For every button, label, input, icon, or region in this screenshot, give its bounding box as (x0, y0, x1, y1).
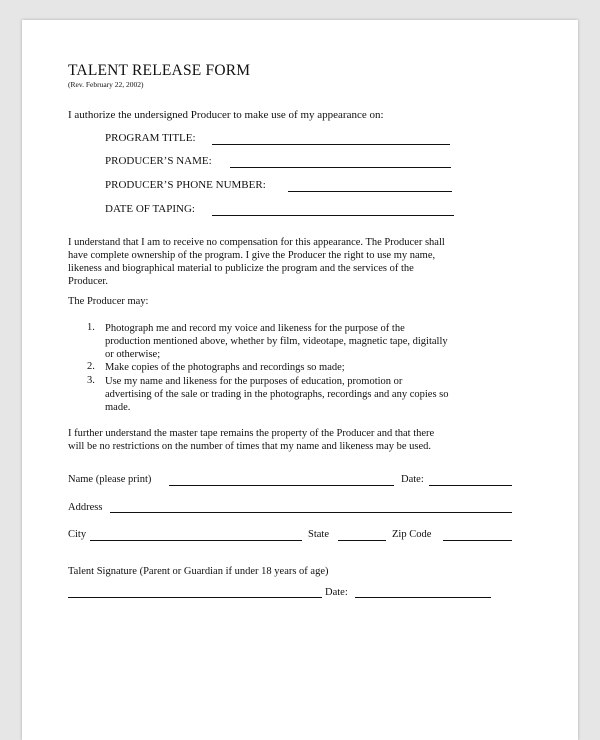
list-item-3-line-1: Use my name and likeness for the purposes of education, promotion or (105, 376, 403, 387)
producer-phone-label: PRODUCER’S PHONE NUMBER: (105, 179, 266, 191)
producer-name-label: PRODUCER’S NAME: (105, 155, 212, 167)
list-item-3-line-2: advertising of the sale or trading in the photographs, recordings and any copies so (105, 389, 449, 400)
list-item-number: 3. (87, 375, 95, 386)
date-of-taping-label: DATE OF TAPING: (105, 203, 195, 215)
compensation-line-2: have complete ownership of the program. I give the Producer the right to use my name, (68, 250, 436, 261)
state-line[interactable] (338, 540, 386, 541)
talent-signature-label: Talent Signature (Parent or Guardian if under 18 years of age) (68, 566, 329, 577)
document-page (22, 20, 578, 740)
list-item-1-line-1: Photograph me and record my voice and likeness for the purpose of the (105, 323, 405, 334)
signature-date-line[interactable] (355, 597, 491, 598)
compensation-line-3: likeness and biographical material to publicize the program and the services of the (68, 263, 414, 274)
master-tape-line-2: will be no restrictions on the number of times that my name and likeness may be used. (68, 441, 432, 452)
authorize-text: I authorize the undersigned Producer to make use of my appearance on: (68, 109, 384, 121)
city-line[interactable] (90, 540, 302, 541)
list-item-number: 1. (87, 322, 95, 333)
producer-name-line[interactable] (230, 167, 451, 168)
signature-date-label: Date: (325, 587, 348, 598)
date-of-taping-line[interactable] (212, 215, 454, 216)
list-item-1-line-3: or otherwise; (105, 349, 161, 360)
producer-may-heading: The Producer may: (68, 296, 149, 307)
name-print-label: Name (please print) (68, 474, 152, 485)
compensation-line-4: Producer. (68, 276, 108, 287)
list-item-1-line-2: production mentioned above, whether by film, videotape, magnetic tape, digitally (105, 336, 448, 347)
date-line[interactable] (429, 485, 512, 486)
form-title: TALENT RELEASE FORM (68, 62, 251, 79)
list-item-number: 2. (87, 361, 95, 372)
producer-phone-line[interactable] (288, 191, 452, 192)
master-tape-line-1: I further understand the master tape remains the property of the Producer and that there (68, 428, 435, 439)
address-line[interactable] (110, 512, 512, 513)
compensation-line-1: I understand that I am to receive no compensation for this appearance. The Producer shall (68, 237, 445, 248)
revision-date: (Rev. February 22, 2002) (68, 80, 144, 89)
zip-code-line[interactable] (443, 540, 512, 541)
name-print-line[interactable] (169, 485, 394, 486)
city-label: City (68, 529, 87, 540)
list-item-2-line-1: Make copies of the photographs and recordings so made; (105, 362, 345, 373)
program-title-line[interactable] (212, 144, 450, 145)
state-label: State (308, 529, 329, 540)
talent-signature-line[interactable] (68, 597, 322, 598)
zip-code-label: Zip Code (392, 529, 432, 540)
address-label: Address (68, 502, 103, 513)
program-title-label: PROGRAM TITLE: (105, 132, 196, 144)
list-item-3-line-3: made. (105, 402, 131, 413)
date-label: Date: (401, 474, 424, 485)
